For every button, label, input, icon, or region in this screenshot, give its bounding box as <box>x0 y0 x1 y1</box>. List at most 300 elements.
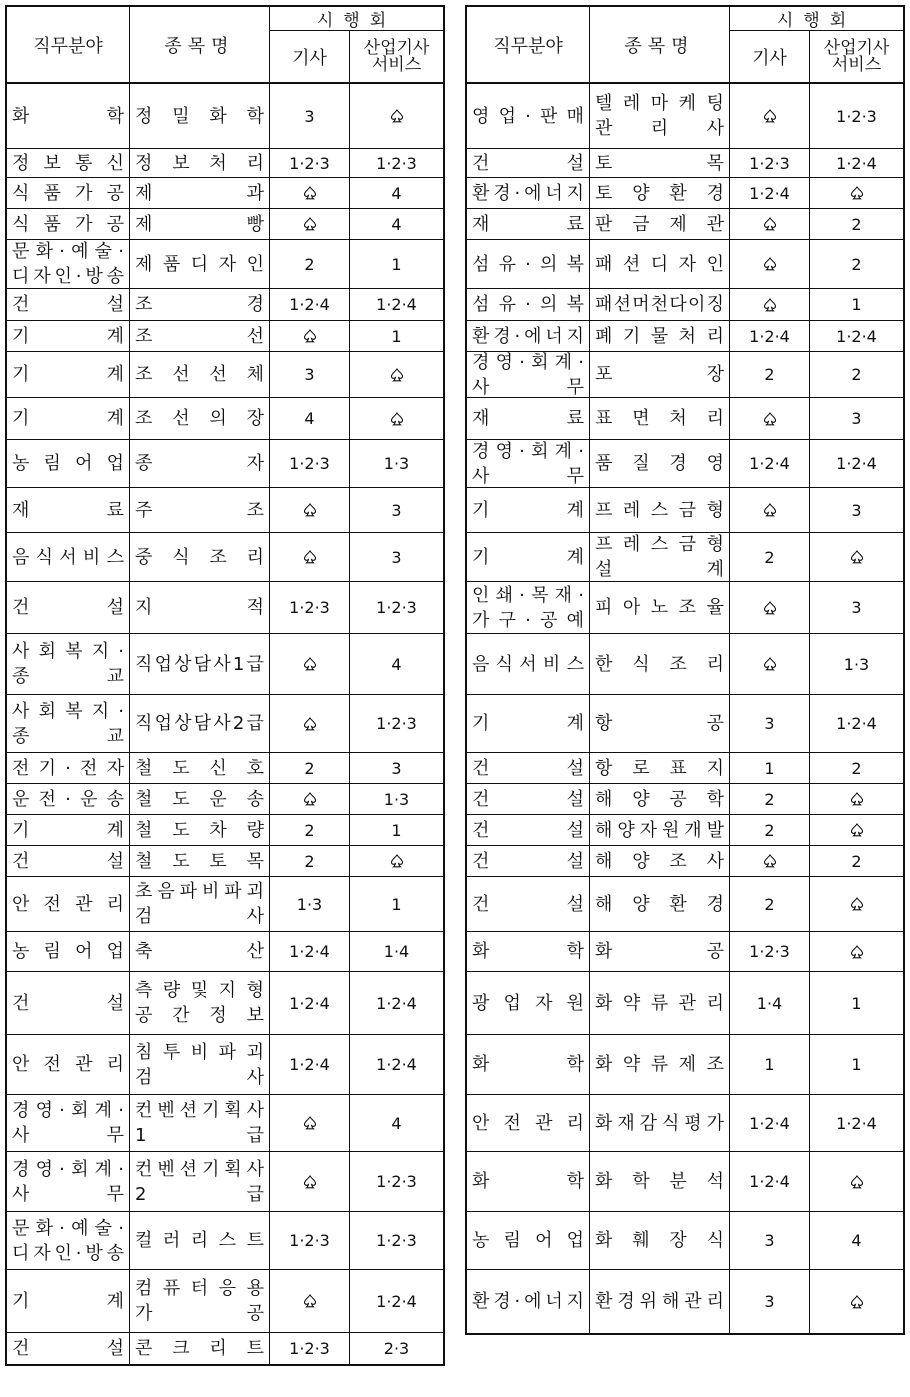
gisa-cell <box>270 209 350 239</box>
industrial-cell <box>350 582 443 633</box>
field-cell-line: 건 설 <box>472 819 584 841</box>
industrial-cell <box>350 209 443 239</box>
table-row <box>7 582 443 634</box>
name-cell <box>130 1152 270 1211</box>
spade-outline-icon <box>390 854 404 868</box>
table-row <box>7 488 443 533</box>
industrial-cell <box>350 877 443 931</box>
industrial-cell-value: 1·2·4 <box>376 993 417 1013</box>
name-cell-line: 가 공 <box>135 1303 264 1324</box>
field-cell-line: 환 경 · 에 너 지 <box>472 182 584 204</box>
name-cell <box>590 240 730 288</box>
field-cell-line: 건 설 <box>472 893 584 915</box>
name-cell-line: 지 적 <box>135 597 264 618</box>
industrial-cell <box>810 149 903 177</box>
industrial-cell-value: 3 <box>851 598 862 617</box>
name-cell-line: 품 질 경 영 <box>595 453 724 474</box>
industrial-cell <box>810 972 903 1034</box>
table-row <box>7 289 443 321</box>
gisa-cell <box>730 1095 810 1151</box>
industrial-cell-value: 1·2·3 <box>376 714 417 733</box>
gisa-cell <box>270 846 350 876</box>
field-cell-line: 건 설 <box>472 850 584 872</box>
field-cell-line: 기 계 <box>12 325 124 347</box>
industrial-cell <box>810 753 903 783</box>
industrial-cell <box>810 1270 903 1333</box>
industrial-cell <box>350 1270 443 1332</box>
industrial-cell <box>810 784 903 814</box>
spade-outline-icon <box>303 792 317 806</box>
field-cell <box>467 1095 590 1151</box>
gisa-cell <box>270 695 350 752</box>
name-cell <box>590 488 730 532</box>
table-body <box>7 84 443 1364</box>
name-cell <box>590 352 730 397</box>
spade-outline-icon <box>390 412 404 426</box>
name-cell <box>130 753 270 783</box>
table-row <box>467 289 903 321</box>
name-cell-line: 항 로 표 지 <box>595 757 724 779</box>
field-cell <box>7 1035 130 1094</box>
name-cell-line: 화 재 감 식 평 가 <box>595 1112 724 1134</box>
gisa-cell-value: 2 <box>764 365 775 384</box>
name-cell-line: 측 량 및 지 형 <box>135 980 264 1001</box>
field-cell-line: 사 회 복 지 · <box>12 641 124 662</box>
field-cell <box>467 488 590 532</box>
field-cell <box>7 815 130 845</box>
field-cell-line: 음 식 서 비 스 <box>12 546 124 568</box>
gisa-cell <box>270 1152 350 1211</box>
industrial-cell <box>810 84 903 148</box>
name-cell-line: 철 도 차 량 <box>135 819 264 841</box>
industrial-cell-value: 1·2·4 <box>836 714 877 733</box>
gisa-cell <box>730 1270 810 1333</box>
name-cell-line: 프 레 스 금 형 <box>595 534 724 555</box>
name-cell-line: 패 션 디 자 인 <box>595 253 724 275</box>
gisa-cell <box>270 1095 350 1151</box>
field-cell-line: 식 품 가 공 <box>12 182 124 204</box>
spade-outline-icon <box>763 854 777 868</box>
name-cell-line: 주 조 <box>135 499 264 521</box>
gisa-cell <box>270 815 350 845</box>
header-industrial <box>810 31 903 82</box>
field-cell-line: 사 무 <box>472 376 584 397</box>
header-gisa: 기사 <box>730 31 810 82</box>
field-cell <box>467 209 590 239</box>
field-cell-line: 문 화 · 예 술 · <box>12 241 124 262</box>
gisa-cell-value: 1·2·3 <box>749 942 790 961</box>
gisa-cell <box>730 178 810 208</box>
name-cell <box>590 209 730 239</box>
header-industrial-line2: 서비스 <box>831 54 882 75</box>
gisa-cell <box>730 321 810 351</box>
name-cell-line: 폐 기 물 처 리 <box>595 325 724 347</box>
table-row <box>467 533 903 582</box>
field-cell <box>467 932 590 971</box>
industrial-cell-value: 3 <box>391 547 402 567</box>
gisa-cell <box>730 784 810 814</box>
gisa-cell <box>270 149 350 177</box>
table-row <box>7 972 443 1035</box>
industrial-cell-value: 4 <box>391 183 402 203</box>
gisa-cell <box>730 440 810 487</box>
spade-outline-icon <box>763 257 777 271</box>
field-cell <box>467 84 590 148</box>
industrial-cell <box>810 1035 903 1094</box>
gisa-cell-value: 3 <box>764 1292 775 1311</box>
name-cell-line: 제 과 <box>135 182 264 204</box>
field-cell <box>7 488 130 532</box>
industrial-cell-value: 1 <box>391 820 402 840</box>
gisa-cell <box>730 398 810 439</box>
gisa-cell <box>730 695 810 752</box>
name-cell-line: 정 밀 화 학 <box>135 105 264 127</box>
name-cell <box>590 972 730 1034</box>
name-cell-line: 해 양 조 사 <box>595 850 724 872</box>
gisa-cell <box>270 178 350 208</box>
table-row <box>7 932 443 972</box>
name-cell-line: 설 계 <box>595 559 724 580</box>
field-cell <box>7 1212 130 1269</box>
gisa-cell-value: 2 <box>304 758 315 778</box>
name-cell <box>130 634 270 694</box>
field-cell-line: 건 설 <box>12 850 124 872</box>
header-name: 종목명 <box>130 7 270 82</box>
name-cell <box>590 695 730 752</box>
table-row <box>467 440 903 488</box>
gisa-cell <box>270 440 350 487</box>
field-cell-line: 전 기 · 전 자 <box>12 757 124 779</box>
spade-outline-icon <box>303 1294 317 1308</box>
gisa-cell-value: 1·2·4 <box>749 454 790 473</box>
gisa-cell <box>270 321 350 351</box>
name-cell <box>590 634 730 694</box>
field-cell <box>7 582 130 633</box>
header-gisa: 기사 <box>270 31 350 82</box>
spade-outline-icon <box>850 1175 864 1189</box>
field-cell-line: 화 학 <box>472 1171 584 1192</box>
industrial-cell-value: 1 <box>391 326 402 346</box>
industrial-cell-value: 1·2·4 <box>376 1055 417 1074</box>
table-row <box>7 209 443 240</box>
industrial-cell <box>350 634 443 694</box>
gisa-cell <box>270 634 350 694</box>
gisa-cell-value: 2 <box>304 254 315 274</box>
gisa-cell <box>730 84 810 148</box>
spade-outline-icon <box>763 503 777 517</box>
field-cell-line: 기 계 <box>12 364 124 385</box>
field-cell <box>7 533 130 581</box>
name-cell-line: 종 자 <box>135 453 264 474</box>
table-row <box>467 178 903 209</box>
table-row <box>7 877 443 932</box>
name-cell-line: 제 품 디 자 인 <box>135 253 264 275</box>
spade-outline-icon <box>303 503 317 517</box>
name-cell <box>130 815 270 845</box>
field-cell-line: 음 식 서 비 스 <box>472 653 584 675</box>
gisa-cell <box>270 398 350 439</box>
gisa-cell <box>270 1212 350 1269</box>
spade-outline-icon <box>850 1295 864 1309</box>
industrial-cell-value: 1·2·3 <box>376 598 417 617</box>
name-cell-line: 조 선 선 체 <box>135 364 264 385</box>
gisa-cell-value: 2 <box>764 789 775 809</box>
field-cell-line: 식 품 가 공 <box>12 213 124 235</box>
field-cell-line: 건 설 <box>12 1338 124 1359</box>
field-cell <box>7 877 130 931</box>
industrial-cell <box>350 972 443 1034</box>
industrial-cell <box>350 178 443 208</box>
industrial-cell <box>350 1152 443 1211</box>
spade-outline-icon <box>763 109 777 123</box>
gisa-cell <box>270 488 350 532</box>
gisa-cell-value: 2 <box>304 820 315 840</box>
industrial-cell <box>810 240 903 288</box>
name-cell <box>590 149 730 177</box>
name-cell-line: 축 산 <box>135 941 264 962</box>
name-cell-line: 검 사 <box>135 906 264 927</box>
industrial-cell <box>810 932 903 971</box>
spade-outline-icon <box>303 717 317 731</box>
name-cell <box>130 398 270 439</box>
gisa-cell <box>270 877 350 931</box>
spade-outline-icon <box>763 217 777 231</box>
name-cell <box>130 178 270 208</box>
name-cell-line: 표 면 처 리 <box>595 408 724 429</box>
name-cell-line: 공 간 정 보 <box>135 1005 264 1026</box>
industrial-cell <box>350 84 443 148</box>
table-row <box>467 84 903 149</box>
industrial-cell <box>350 753 443 783</box>
name-cell <box>590 84 730 148</box>
gisa-cell <box>730 533 810 581</box>
gisa-cell <box>270 289 350 320</box>
name-cell-line: 컨 벤 션 기 획 사 <box>135 1100 264 1121</box>
name-cell <box>590 582 730 633</box>
table-row <box>7 149 443 178</box>
name-cell-line: 철 도 토 목 <box>135 850 264 872</box>
table-row <box>467 209 903 240</box>
field-cell <box>7 634 130 694</box>
industrial-cell-value: 3 <box>391 758 402 778</box>
spade-outline-icon <box>303 1116 317 1130</box>
industrial-cell-value: 1·2·4 <box>836 326 877 346</box>
field-cell-line: 운 전 · 운 송 <box>12 788 124 810</box>
table-row <box>467 972 903 1035</box>
name-cell-line: 해 양 환 경 <box>595 893 724 915</box>
gisa-cell-value: 1·2·4 <box>289 295 330 314</box>
field-cell-line: 건 설 <box>472 788 584 810</box>
field-cell <box>467 784 590 814</box>
field-cell <box>467 695 590 752</box>
name-cell-line: 2 급 <box>135 1183 264 1205</box>
name-cell <box>130 695 270 752</box>
gisa-cell-value: 2 <box>764 820 775 840</box>
name-cell-line: 컴 퓨 터 응 용 <box>135 1278 264 1299</box>
name-cell <box>590 815 730 845</box>
gisa-cell <box>730 1212 810 1269</box>
gisa-cell-value: 1·2·4 <box>289 993 330 1013</box>
industrial-cell <box>810 178 903 208</box>
field-cell-line: 환 경 · 에 너 지 <box>472 325 584 347</box>
table-row <box>467 695 903 753</box>
gisa-cell <box>730 815 810 845</box>
industrial-cell-value: 1·2·3 <box>376 1231 417 1250</box>
field-cell-line: 사 무 <box>12 1125 124 1146</box>
gisa-cell <box>270 84 350 148</box>
spade-outline-icon <box>303 1175 317 1189</box>
table-row <box>7 352 443 398</box>
name-cell-line: 해 양 공 학 <box>595 788 724 810</box>
field-cell-line: 사 무 <box>472 465 584 487</box>
field-cell <box>467 815 590 845</box>
industrial-cell-value: 2 <box>851 851 862 871</box>
gisa-cell-value: 1·2·4 <box>289 1055 330 1074</box>
name-cell-line: 토 양 환 경 <box>595 182 724 204</box>
table-row <box>467 1095 903 1152</box>
industrial-cell <box>350 1035 443 1094</box>
name-cell-line: 화 약 류 관 리 <box>595 992 724 1014</box>
table-row <box>467 815 903 846</box>
field-cell <box>467 321 590 351</box>
field-cell-line: 경 영 · 회 계 · <box>12 1158 124 1180</box>
field-cell <box>467 634 590 694</box>
gisa-cell-value: 1·2·4 <box>749 326 790 346</box>
field-cell <box>467 533 590 581</box>
field-cell <box>467 1152 590 1211</box>
industrial-cell <box>350 488 443 532</box>
name-cell-line: 패 션 머 천 다 이 징 <box>595 294 724 315</box>
name-cell <box>590 1095 730 1151</box>
field-cell <box>7 1095 130 1151</box>
industrial-cell <box>350 1333 443 1364</box>
industrial-cell-value: 4 <box>391 1113 402 1133</box>
table-row <box>7 178 443 209</box>
right-table <box>465 5 905 1335</box>
name-cell <box>590 1152 730 1211</box>
field-cell-line: 경 영 · 회 계 · <box>472 440 584 462</box>
spade-outline-icon <box>390 109 404 123</box>
industrial-cell-value: 2 <box>851 254 862 274</box>
field-cell-line: 농 림 어 업 <box>472 1230 584 1251</box>
gisa-cell <box>270 972 350 1034</box>
gisa-cell-value: 1·2·3 <box>289 454 330 473</box>
name-cell <box>130 1270 270 1332</box>
table-row <box>467 398 903 440</box>
header-industrial-line1: 산업기사 <box>823 37 890 58</box>
field-cell-line: 화 학 <box>472 1054 584 1075</box>
table-row <box>7 398 443 440</box>
field-cell <box>7 352 130 397</box>
industrial-cell <box>810 440 903 487</box>
industrial-cell <box>350 440 443 487</box>
gisa-cell-value: 2 <box>764 547 775 567</box>
industrial-cell <box>810 582 903 633</box>
table-row <box>7 753 443 784</box>
name-cell <box>130 784 270 814</box>
header-industrial-line2: 서비스 <box>371 54 422 75</box>
gisa-cell <box>730 582 810 633</box>
gisa-cell-value: 1·2·4 <box>749 1172 790 1191</box>
industrial-cell <box>350 846 443 876</box>
gisa-cell <box>730 877 810 931</box>
name-cell-line: 조 선 의 장 <box>135 408 264 429</box>
field-cell-line: 정 보 통 신 <box>12 152 124 174</box>
spade-outline-icon <box>763 657 777 671</box>
spade-outline-icon <box>303 186 317 200</box>
spade-outline-icon <box>390 368 404 382</box>
industrial-cell <box>810 533 903 581</box>
gisa-cell-value: 1·2·4 <box>749 183 790 203</box>
name-cell <box>130 149 270 177</box>
field-cell <box>467 178 590 208</box>
name-cell-line: 한 식 조 리 <box>595 653 724 675</box>
industrial-cell <box>810 488 903 532</box>
industrial-cell <box>810 815 903 845</box>
name-cell-line: 프 레 스 금 형 <box>595 499 724 521</box>
industrial-cell <box>810 1152 903 1211</box>
name-cell-line: 1 급 <box>135 1125 264 1146</box>
industrial-cell <box>350 1095 443 1151</box>
industrial-cell <box>810 289 903 320</box>
gisa-cell <box>270 582 350 633</box>
industrial-cell-value: 4 <box>391 214 402 234</box>
gisa-cell <box>270 932 350 971</box>
gisa-cell <box>270 533 350 581</box>
field-cell-line: 기 계 <box>472 499 584 521</box>
gisa-cell <box>270 352 350 397</box>
industrial-cell <box>350 352 443 397</box>
name-cell <box>130 488 270 532</box>
field-cell <box>467 1035 590 1094</box>
name-cell <box>130 972 270 1034</box>
gisa-cell-value: 1·2·3 <box>289 1231 330 1250</box>
table-row <box>7 695 443 753</box>
name-cell-line: 철 도 운 송 <box>135 788 264 810</box>
field-cell-line: 사 회 복 지 · <box>12 700 124 722</box>
spade-outline-icon <box>850 792 864 806</box>
gisa-cell <box>730 932 810 971</box>
name-cell <box>590 846 730 876</box>
gisa-cell <box>270 240 350 288</box>
name-cell <box>130 533 270 581</box>
name-cell-line: 화 훼 장 식 <box>595 1230 724 1251</box>
name-cell <box>130 84 270 148</box>
field-cell-line: 건 설 <box>12 597 124 618</box>
gisa-cell <box>730 1152 810 1211</box>
field-cell-line: 기 계 <box>12 1290 124 1312</box>
gisa-cell-value: 1 <box>764 758 775 778</box>
name-cell <box>590 321 730 351</box>
gisa-cell-value: 1·2·4 <box>289 942 330 961</box>
table-row <box>7 784 443 815</box>
gisa-cell <box>730 149 810 177</box>
spade-outline-icon <box>763 601 777 615</box>
field-cell <box>467 289 590 320</box>
name-cell <box>130 240 270 288</box>
gisa-cell <box>730 352 810 397</box>
industrial-cell-value: 1·2·4 <box>836 153 877 173</box>
name-cell-line: 텔 레 마 케 팅 <box>595 93 724 114</box>
name-cell-line: 해 양 자 원 개 발 <box>595 819 724 841</box>
name-cell-line: 관 리 사 <box>595 118 724 139</box>
field-cell-line: 광 업 자 원 <box>472 992 584 1014</box>
field-cell-line: 화 학 <box>472 941 584 962</box>
name-cell-line: 토 목 <box>595 152 724 174</box>
gisa-cell <box>730 972 810 1034</box>
gisa-cell-value: 1·2·3 <box>749 153 790 173</box>
name-cell-line: 피 아 노 조 율 <box>595 597 724 618</box>
